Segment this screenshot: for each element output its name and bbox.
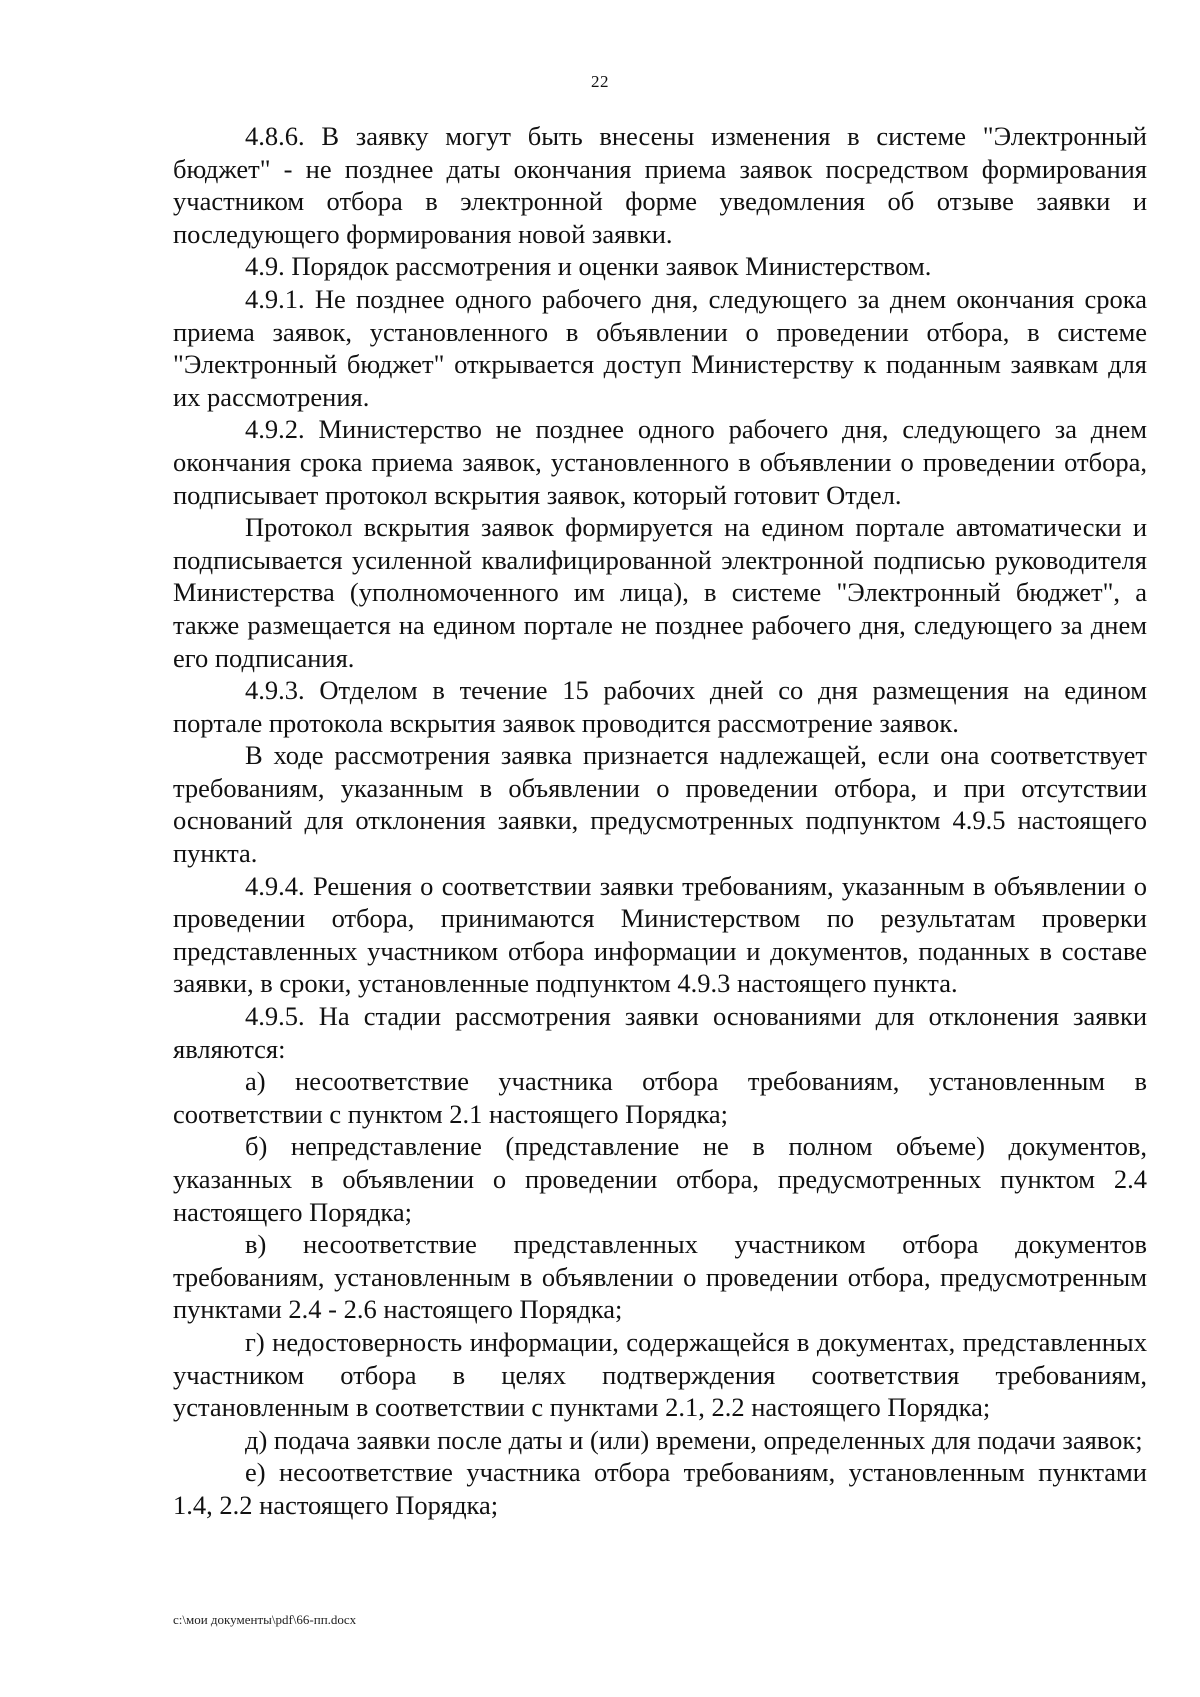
paragraph-4-9-5: 4.9.5. На стадии рассмотрения заявки основаниями для отклонения заявки являются: [173,1001,1147,1064]
document-body [173,120,1147,1522]
list-item-v: в) несоответствие представленных участником отбора документов требованиям, установленным в объявлении о проведении отбора, предусмотренным пунктами 2.4 - 2.6 настоящего Порядка; [173,1229,1147,1325]
paragraph-review: В ходе рассмотрения заявка признается надлежащей, если она соответствует требованиям, указанным в объявлении о проведении отбора, и при отсутствии оснований для отклонения заявки, предусмотренных подпунктом 4.9.5 настоящего пункта. [173,740,1147,869]
list-item-g: г) недостоверность информации, содержащейся в документах, представленных участником отбора в целях подтверждения соответствия требованиям, установленным в соответствии с пунктами 2.1, 2.2 настоящего Порядка; [173,1326,1147,1423]
paragraph-4-9-3: 4.9.3. Отделом в течение 15 рабочих дней со дня размещения на едином портале протокола вскрытия заявок проводится рассмотрение заявок. [173,675,1147,738]
paragraph-protocol: Протокол вскрытия заявок формируется на едином портале автоматически и подписывается усиленной квалифицированной электронной подписью руководителя Министерства (уполномоченного им лица), в системе "Электронный бюджет", а также размещается на едином портале не позднее рабочего дня, следующего за днем его подписания. [173,512,1147,673]
paragraph-4-8-6: 4.8.6. В заявку могут быть внесены изменения в системе "Электронный бюджет" - не позднее даты окончания приема заявок посредством формирования участником отбора в электронной форме уведомления об отзыве заявки и последующего формирования новой заявки. [173,121,1147,249]
paragraph-4-9: 4.9. Порядок рассмотрения и оценки заявок Министерством. [245,251,932,282]
list-item-a: а) несоответствие участника отбора требованиям, установленным в соответствии с пунктом 2.1 настоящего Порядка; [173,1066,1147,1129]
paragraph-4-9-1: 4.9.1. Не позднее одного рабочего дня, следующего за днем окончания срока приема заявок, установленного в объявлении о проведении отбора, в системе "Электронный бюджет" открывается доступ Министерству к поданным заявкам для их рассмотрения. [173,283,1147,412]
paragraph-4-9-2: 4.9.2. Министерство не позднее одного рабочего дня, следующего за днем окончания срока приема заявок, установленного в объявлении о проведении отбора, подписывает протокол вскрытия заявок, который готовит Отдел. [173,414,1147,510]
list-item-e: е) несоответствие участника отбора требованиям, установленным пунктами 1.4, 2.2 настоящего Порядка; [173,1457,1147,1520]
footer-file-path: c:\мои документы\pdf\66-пп.docx [173,1612,357,1627]
list-item-b: б) непредставление (представление не в полном объеме) документов, указанных в объявлении о проведении отбора, предусмотренных пунктом 2.4 настоящего Порядка; [173,1131,1147,1227]
paragraph-4-9-4: 4.9.4. Решения о соответствии заявки требованиям, указанным в объявлении о проведении отбора, принимаются Министерством по результатам проверки представленных участником отбора информации и документов, поданных в составе заявки, в сроки, установленные подпунктом 4.9.3 настоящего пункта. [173,870,1147,999]
page-number: 22 [591,72,609,91]
list-item-d: д) подача заявки после даты и (или) времени, определенных для подачи заявок; [245,1424,1143,1455]
